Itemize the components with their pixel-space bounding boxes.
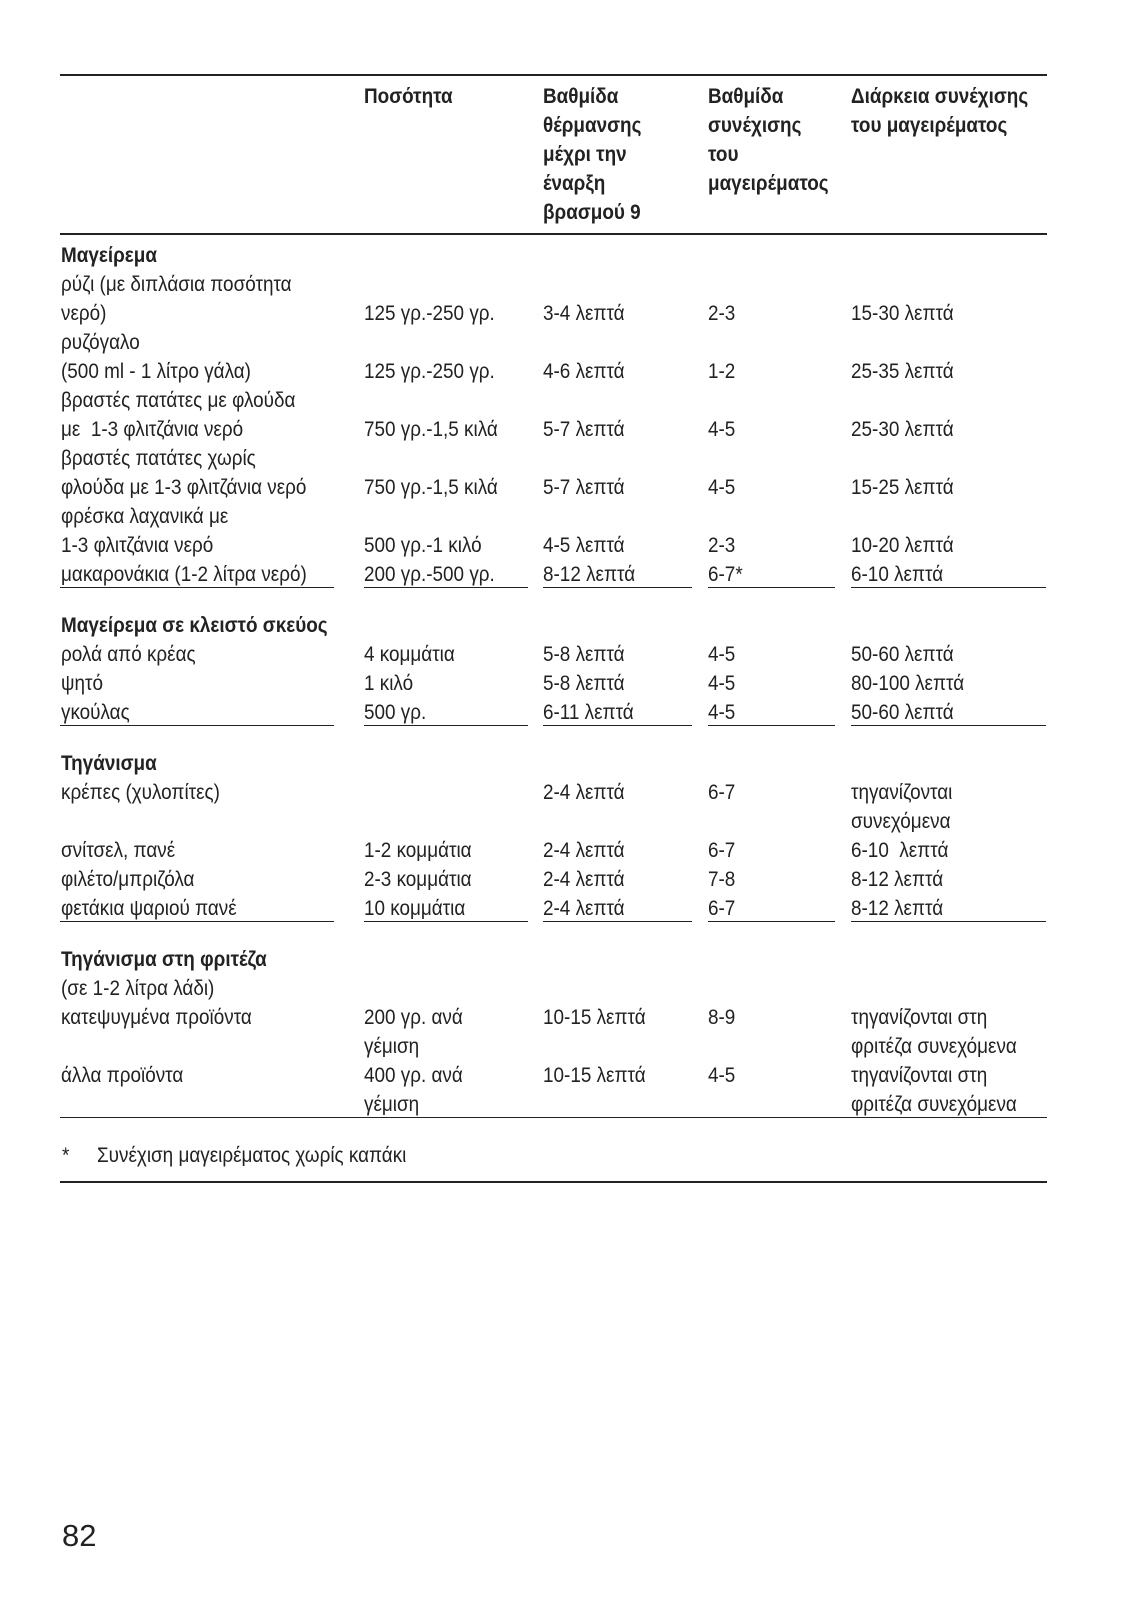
top-rule bbox=[60, 74, 1047, 76]
food-label: ψητό bbox=[61, 672, 103, 695]
duration-value: 8-12 λεπτά bbox=[851, 897, 944, 920]
heat-value: 2-4 λεπτά bbox=[543, 839, 625, 862]
section-rule bbox=[851, 587, 1046, 588]
page-number: 82 bbox=[62, 1518, 97, 1553]
heat-value: 5-8 λεπτά bbox=[543, 672, 625, 695]
header-continue-level: του bbox=[708, 143, 739, 166]
food-label: ρολά από κρέας bbox=[61, 643, 196, 666]
header-heat-level: θέρμανσης bbox=[543, 114, 642, 137]
level-value: 6-7 bbox=[708, 839, 736, 862]
quantity-value: 500 γρ.-1 κιλό bbox=[364, 534, 482, 557]
duration-value: συνεχόμενα bbox=[851, 810, 951, 833]
level-value: 7-8 bbox=[708, 868, 736, 891]
duration-value: 25-35 λεπτά bbox=[851, 360, 954, 383]
section-rule bbox=[60, 725, 334, 726]
section-rule bbox=[364, 587, 528, 588]
food-label: φιλέτο/μπριζόλα bbox=[61, 868, 195, 891]
section-rule bbox=[364, 725, 528, 726]
section-rule bbox=[708, 921, 835, 922]
section-rule bbox=[543, 587, 692, 588]
duration-value: 10-20 λεπτά bbox=[851, 534, 954, 557]
duration-value: τηγανίζονται στη bbox=[851, 1006, 988, 1029]
section-title: Τηγάνισμα bbox=[61, 752, 157, 775]
food-label: φλούδα με 1-3 φλιτζάνια νερό bbox=[61, 476, 307, 499]
heat-value: 4-5 λεπτά bbox=[543, 534, 625, 557]
quantity-value: 200 γρ. ανά bbox=[364, 1006, 463, 1029]
section-rule bbox=[543, 725, 692, 726]
heat-value: 10-15 λεπτά bbox=[543, 1006, 646, 1029]
header-continue-level: Βαθμίδα bbox=[708, 85, 784, 108]
quantity-value: 400 γρ. ανά bbox=[364, 1064, 463, 1087]
food-label: ρυζόγαλο bbox=[61, 331, 140, 354]
quantity-value: 4 κομμάτια bbox=[364, 643, 455, 666]
header-heat-level: Βαθμίδα bbox=[543, 85, 619, 108]
heat-value: 3-4 λεπτά bbox=[543, 302, 625, 325]
heat-value: 6-11 λεπτά bbox=[543, 701, 634, 724]
level-value: 2-3 bbox=[708, 534, 736, 557]
section-rule bbox=[60, 587, 334, 588]
duration-value: 6-10 λεπτά bbox=[851, 839, 949, 862]
level-value: 4-5 bbox=[708, 643, 736, 666]
food-label: κρέπες (χυλοπίτες) bbox=[61, 781, 220, 804]
header-duration: του μαγειρέματος bbox=[851, 114, 1008, 137]
quantity-value: 750 γρ.-1,5 κιλά bbox=[364, 418, 498, 441]
heat-value: 8-12 λεπτά bbox=[543, 563, 636, 586]
level-value: 6-7 bbox=[708, 781, 736, 804]
heat-value: 5-7 λεπτά bbox=[543, 476, 625, 499]
duration-value: 80-100 λεπτά bbox=[851, 672, 965, 695]
heat-value: 2-4 λεπτά bbox=[543, 868, 625, 891]
bottom-rule bbox=[60, 1181, 1047, 1183]
quantity-value: γέμιση bbox=[364, 1093, 420, 1116]
food-label: φετάκια ψαριού πανέ bbox=[61, 897, 237, 920]
header-heat-level: μέχρι την bbox=[543, 143, 627, 166]
duration-value: 25-30 λεπτά bbox=[851, 418, 954, 441]
level-value: 8-9 bbox=[708, 1006, 736, 1029]
level-value: 4-5 bbox=[708, 476, 736, 499]
level-value: 6-7* bbox=[708, 563, 743, 586]
food-label: ρύζι (με διπλάσια ποσότητα bbox=[61, 273, 292, 296]
food-label: γκούλας bbox=[61, 701, 130, 724]
heat-value: 10-15 λεπτά bbox=[543, 1064, 646, 1087]
section-rule bbox=[543, 921, 692, 922]
duration-value: τηγανίζονται στη bbox=[851, 1064, 988, 1087]
section-rule bbox=[851, 921, 1046, 922]
duration-value: 50-60 λεπτά bbox=[851, 643, 954, 666]
heat-value: 2-4 λεπτά bbox=[543, 897, 625, 920]
level-value: 1-2 bbox=[708, 360, 736, 383]
header-continue-level: μαγειρέματος bbox=[708, 172, 829, 195]
section-rule bbox=[364, 921, 528, 922]
quantity-value: 200 γρ.-500 γρ. bbox=[364, 563, 495, 586]
level-value: 6-7 bbox=[708, 897, 736, 920]
heat-value: 5-7 λεπτά bbox=[543, 418, 625, 441]
level-value: 4-5 bbox=[708, 672, 736, 695]
food-label: μακαρονάκια (1-2 λίτρα νερό) bbox=[61, 563, 307, 586]
quantity-value: 1 κιλό bbox=[364, 672, 414, 695]
header-continue-level: συνέχισης bbox=[708, 114, 802, 137]
header-rule bbox=[60, 233, 1047, 235]
level-value: 4-5 bbox=[708, 418, 736, 441]
heat-value: 5-8 λεπτά bbox=[543, 643, 625, 666]
level-value: 4-5 bbox=[708, 1064, 736, 1087]
section-title: Τηγάνισμα στη φριτέζα bbox=[61, 948, 267, 971]
food-label: άλλα προϊόντα bbox=[61, 1064, 184, 1087]
duration-value: φριτέζα συνεχόμενα bbox=[851, 1035, 1017, 1058]
duration-value: 6-10 λεπτά bbox=[851, 563, 944, 586]
section-rule bbox=[708, 587, 835, 588]
food-label: φρέσκα λαχανικά με bbox=[61, 505, 229, 528]
food-label: με 1-3 φλιτζάνια νερό bbox=[61, 418, 244, 441]
quantity-value: 125 γρ.-250 γρ. bbox=[364, 360, 495, 383]
quantity-value: 1-2 κομμάτια bbox=[364, 839, 472, 862]
duration-value: τηγανίζονται bbox=[851, 781, 953, 804]
heat-value: 4-6 λεπτά bbox=[543, 360, 625, 383]
duration-value: 15-30 λεπτά bbox=[851, 302, 954, 325]
duration-value: 50-60 λεπτά bbox=[851, 701, 954, 724]
duration-value: 8-12 λεπτά bbox=[851, 868, 944, 891]
food-label: σνίτσελ, πανέ bbox=[61, 839, 176, 862]
section-rule bbox=[851, 725, 1046, 726]
level-value: 4-5 bbox=[708, 701, 736, 724]
duration-value: 15-25 λεπτά bbox=[851, 476, 954, 499]
food-label: (σε 1-2 λίτρα λάδι) bbox=[61, 977, 215, 1000]
header-quantity: Ποσότητα bbox=[364, 85, 453, 108]
heat-value: 2-4 λεπτά bbox=[543, 781, 625, 804]
section-rule bbox=[708, 725, 835, 726]
food-label: βραστές πατάτες χωρίς bbox=[61, 447, 256, 470]
quantity-value: 10 κομμάτια bbox=[364, 897, 466, 920]
food-label: νερό) bbox=[61, 302, 107, 325]
header-heat-level: βρασμού 9 bbox=[543, 201, 641, 224]
food-label: βραστές πατάτες με φλούδα bbox=[61, 389, 296, 412]
footnote-rule bbox=[60, 1117, 1047, 1118]
footnote-text: Συνέχιση μαγειρέματος χωρίς καπάκι bbox=[97, 1144, 407, 1167]
quantity-value: 500 γρ. bbox=[364, 701, 427, 724]
section-title: Μαγείρεμα σε κλειστό σκεύος bbox=[61, 614, 328, 637]
quantity-value: 2-3 κομμάτια bbox=[364, 868, 472, 891]
food-label: κατεψυγμένα προϊόντα bbox=[61, 1006, 252, 1029]
duration-value: φριτέζα συνεχόμενα bbox=[851, 1093, 1017, 1116]
footnote-marker: * bbox=[62, 1144, 70, 1167]
quantity-value: γέμιση bbox=[364, 1035, 420, 1058]
food-label: 1-3 φλιτζάνια νερό bbox=[61, 534, 214, 557]
header-heat-level: έναρξη bbox=[543, 172, 606, 195]
food-label: (500 ml - 1 λίτρο γάλα) bbox=[61, 360, 251, 383]
section-title: Μαγείρεμα bbox=[61, 244, 157, 267]
header-duration: Διάρκεια συνέχισης bbox=[851, 85, 1029, 108]
level-value: 2-3 bbox=[708, 302, 736, 325]
quantity-value: 125 γρ.-250 γρ. bbox=[364, 302, 495, 325]
section-rule bbox=[60, 921, 334, 922]
quantity-value: 750 γρ.-1,5 κιλά bbox=[364, 476, 498, 499]
